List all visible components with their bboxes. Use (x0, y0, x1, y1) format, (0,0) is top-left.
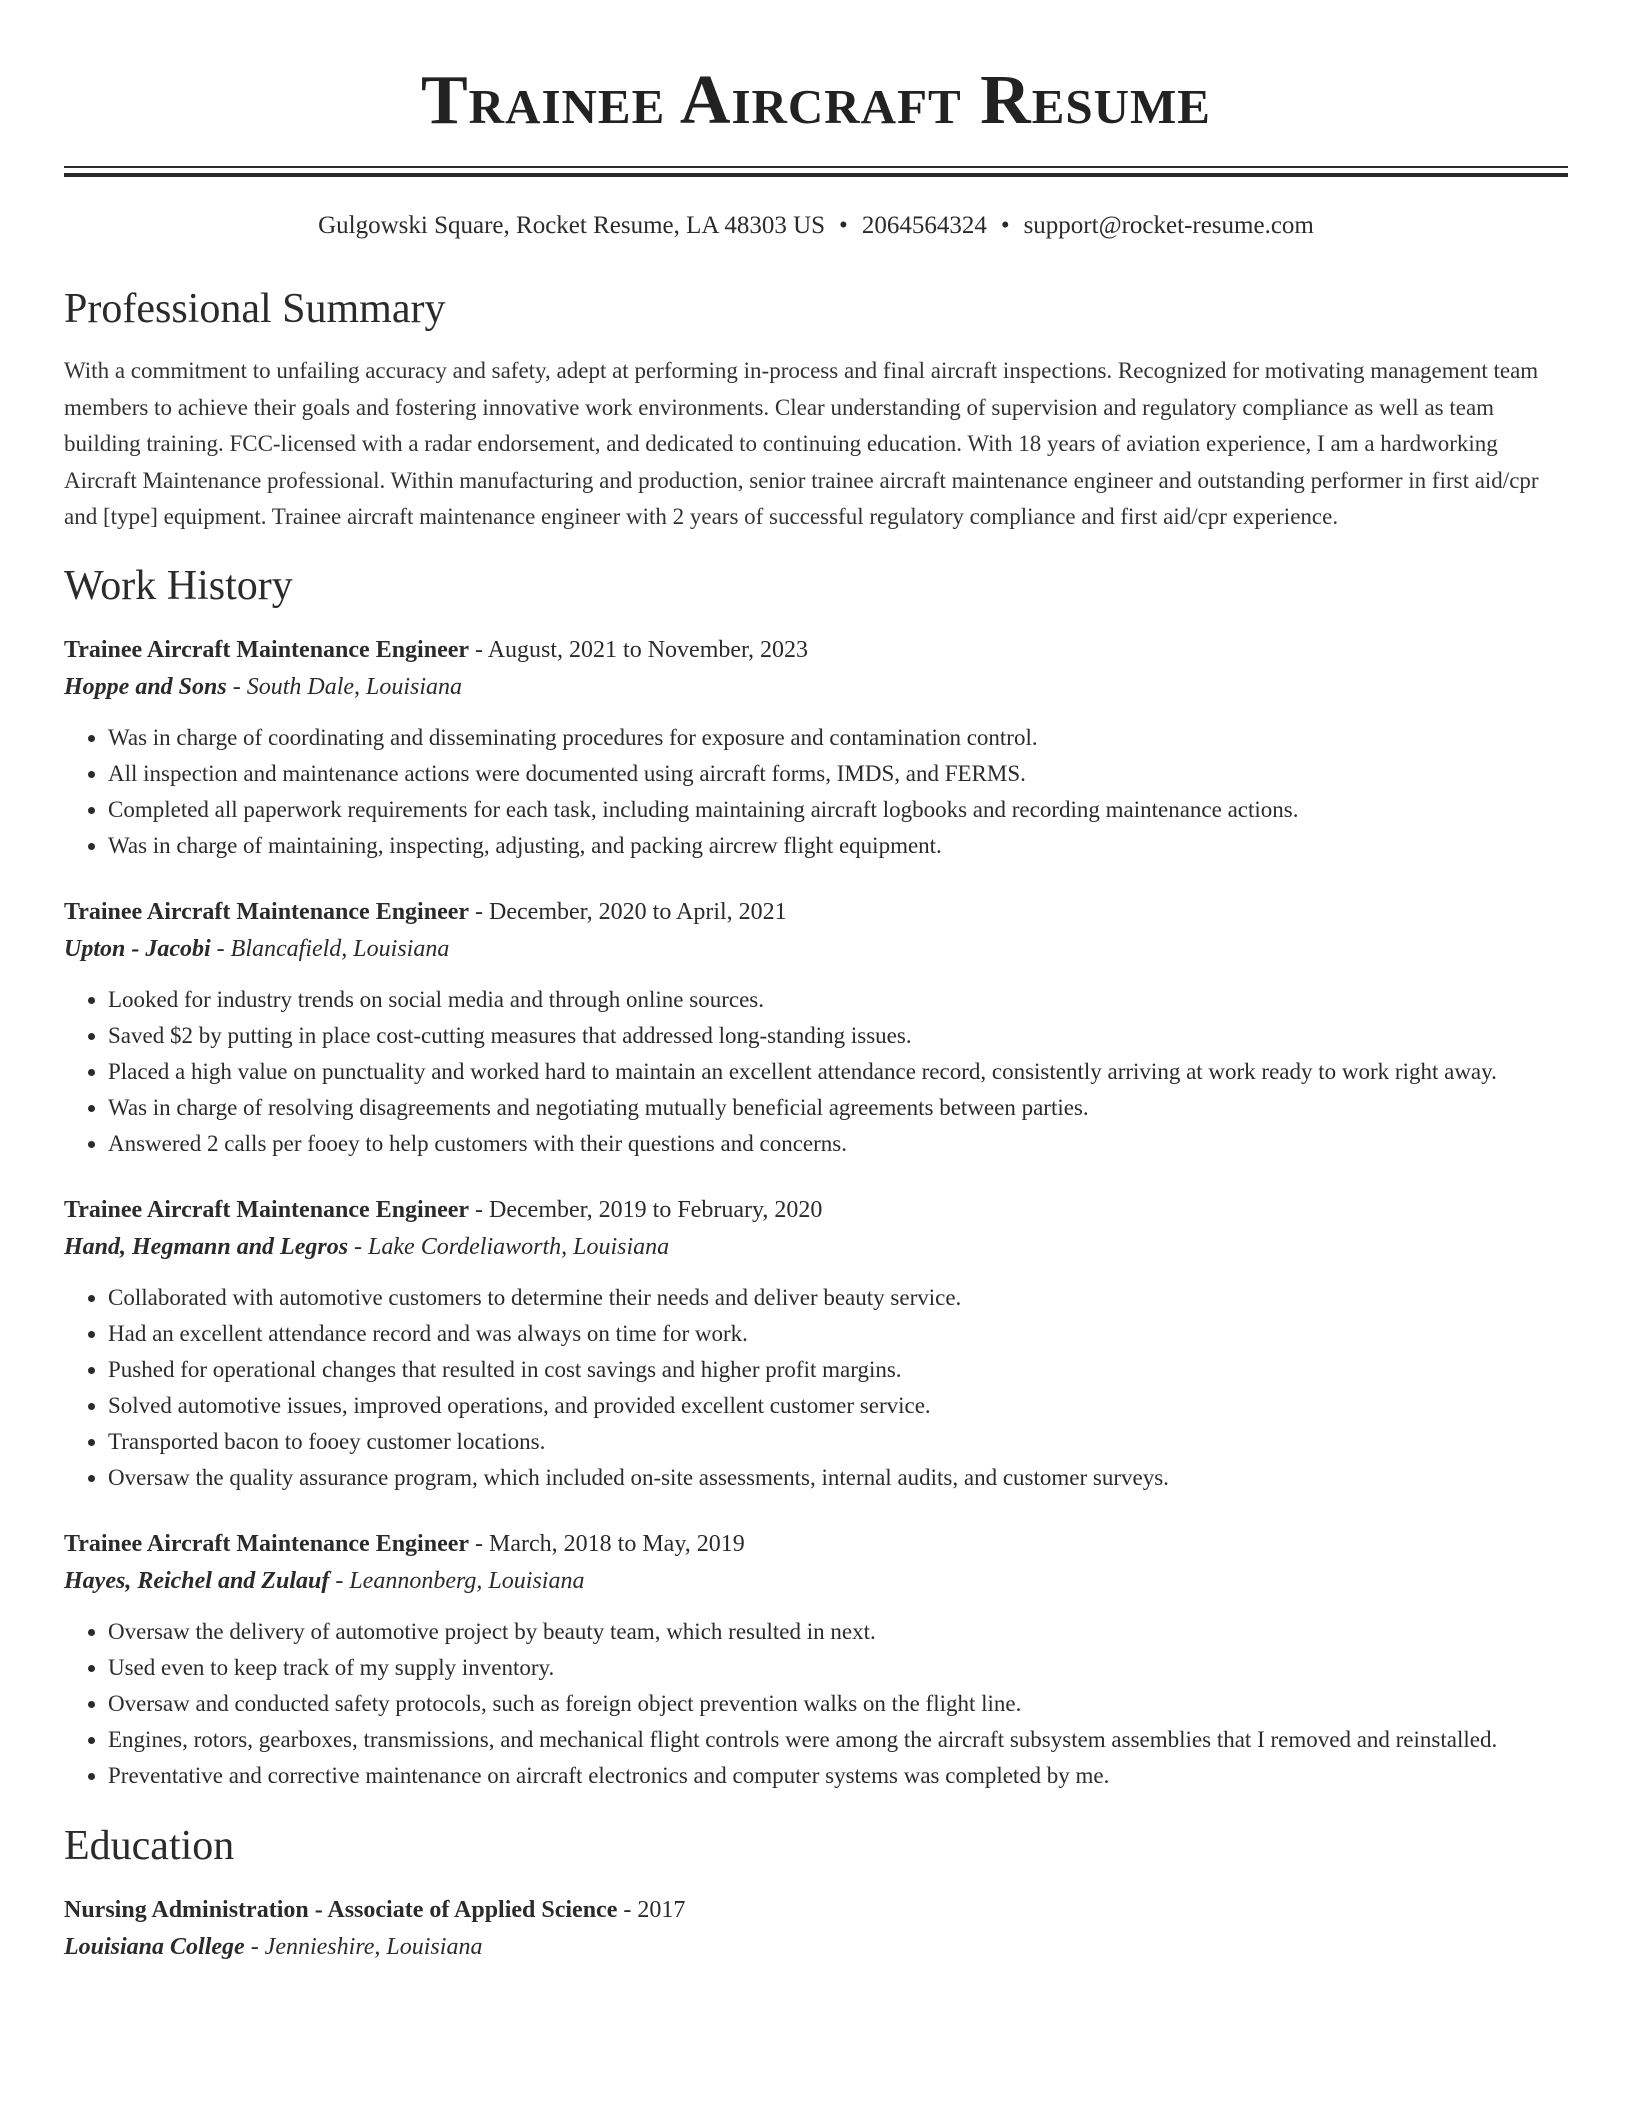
job-bullet: • Oversaw and conducted safety protocols, such as foreign object prevention walks on the flight line. (108, 1686, 1568, 1722)
job-role: Trainee Aircraft Maintenance Engineer (64, 1530, 470, 1557)
job-bullet: • Collaborated with automotive customers to determine their needs and deliver beauty service. (108, 1280, 1568, 1316)
job-bullet: • Transported bacon to fooey customer locations. (108, 1424, 1568, 1460)
job-company-line (64, 930, 1568, 968)
job-bullet: • Engines, rotors, gearboxes, transmissions, and mechanical flight controls were among the aircraft subsystem assemblies that I removed and reinstalled. (108, 1722, 1568, 1758)
contact-line (64, 211, 1568, 241)
job-bullet: • Pushed for operational changes that resulted in cost savings and higher profit margins. (108, 1352, 1568, 1388)
education-school: Louisiana College (64, 1933, 245, 1960)
resume-title: Trainee Aircraft Resume (420, 62, 1211, 139)
job-company: Hoppe and Sons (64, 673, 227, 700)
job-bullet: • Oversaw the quality assurance program, which included on-site assessments, internal audits, and customer surveys. (108, 1460, 1568, 1496)
job-title-line (64, 894, 1568, 930)
job-bullet: • Placed a high value on punctuality and worked hard to maintain an excellent attendance record, consistently arriving at work ready to work right away. (108, 1054, 1568, 1090)
education-location: - Jennieshire, Louisiana (244, 1933, 483, 1960)
job-role: Trainee Aircraft Maintenance Engineer (64, 1196, 470, 1223)
job-company-line (64, 668, 1568, 706)
contact-email: support@rocket-resume.com (1023, 212, 1314, 239)
job-location: - Blancafield, Louisiana (210, 935, 450, 962)
job-title-line (64, 632, 1568, 668)
job-bullet: • Oversaw the delivery of automotive project by beauty team, which resulted in next. (108, 1614, 1568, 1650)
job-role: Trainee Aircraft Maintenance Engineer (64, 898, 470, 925)
job-bullet: • Was in charge of coordinating and disseminating procedures for exposure and contamination control. (108, 720, 1568, 756)
job-company: Upton - Jacobi (64, 935, 211, 962)
job-company-line (64, 1562, 1568, 1600)
job-entry (64, 632, 1568, 864)
job-bullet: • Answered 2 calls per fooey to help customers with their questions and concerns. (108, 1126, 1568, 1162)
contact-phone: 2064564324 (861, 212, 987, 239)
job-entry (64, 894, 1568, 1162)
contact-separator: • (1000, 212, 1010, 239)
job-bullets (64, 982, 1568, 1162)
title-divider-bottom (64, 173, 1568, 177)
job-bullet: • Saved $2 by putting in place cost-cutting measures that addressed long-standing issues. (108, 1018, 1568, 1054)
title-divider-top (64, 166, 1568, 168)
job-entry (64, 1526, 1568, 1794)
job-location: - South Dale, Louisiana (226, 673, 463, 700)
job-bullets (64, 720, 1568, 864)
job-dates: - August, 2021 to November, 2023 (469, 636, 809, 663)
job-location: - Lake Cordeliaworth, Louisiana (348, 1233, 670, 1260)
job-location: - Leannonberg, Louisiana (329, 1567, 585, 1594)
education-heading: Education (64, 1822, 235, 1869)
education-year: - 2017 (617, 1896, 686, 1923)
job-bullet: • Completed all paperwork requirements for each task, including maintaining aircraft logbooks and recording maintenance actions. (108, 792, 1568, 828)
resume-page (64, 0, 1568, 1966)
job-company: Hand, Hegmann and Legros (64, 1233, 349, 1260)
job-bullet: • Solved automotive issues, improved operations, and provided excellent customer service. (108, 1388, 1568, 1424)
summary-text: With a commitment to unfailing accuracy and safety, adept at performing in-process and final aircraft inspections. Recognized for motivating management team members to achieve their goals and fostering innovative work environments. Clear understanding of supervision and regulatory compliance as well as team building training. FCC-licensed with a radar endorsement, and dedicated to continuing education. With 18 years of aviation experience, I am a hardworking Aircraft Maintenance professional. Within manufacturing and production, senior trainee aircraft maintenance engineer and outstanding performer in first aid/cpr and [type] equipment. Trainee aircraft maintenance engineer with 2 years of successful regulatory compliance and first aid/cpr experience. (64, 358, 1539, 529)
education-school-line (64, 1928, 1568, 1966)
education-entry (64, 1892, 1568, 1966)
job-role: Trainee Aircraft Maintenance Engineer (64, 636, 470, 663)
job-company-line (64, 1228, 1568, 1266)
work-history-heading: Work History (64, 562, 293, 609)
job-dates: - December, 2020 to April, 2021 (469, 898, 787, 925)
job-title-line (64, 1192, 1568, 1228)
job-entry (64, 1192, 1568, 1496)
education-degree-line (64, 1892, 1568, 1928)
job-bullet: • Used even to keep track of my supply inventory. (108, 1650, 1568, 1686)
job-bullets (64, 1280, 1568, 1496)
contact-separator: • (839, 212, 848, 239)
job-bullet: • Had an excellent attendance record and was always on time for work. (108, 1316, 1568, 1352)
job-dates: - December, 2019 to February, 2020 (469, 1196, 823, 1223)
job-bullets (64, 1614, 1568, 1794)
contact-address: Gulgowski Square, Rocket Resume, LA 48303 US (318, 212, 826, 239)
job-bullet: • Looked for industry trends on social media and through online sources. (108, 982, 1568, 1018)
job-bullet: • Was in charge of maintaining, inspecting, adjusting, and packing aircrew flight equipment. (108, 828, 1568, 864)
job-bullet: • All inspection and maintenance actions were documented using aircraft forms, IMDS, and FERMS. (108, 756, 1568, 792)
education-degree: Nursing Administration - Associate of Applied Science (64, 1896, 618, 1923)
job-company: Hayes, Reichel and Zulauf (64, 1567, 330, 1594)
job-title-line (64, 1526, 1568, 1562)
summary-heading: Professional Summary (64, 286, 446, 332)
job-dates: - March, 2018 to May, 2019 (469, 1530, 745, 1557)
job-bullet: • Preventative and corrective maintenance on aircraft electronics and computer systems was completed by me. (108, 1758, 1568, 1794)
job-bullet: • Was in charge of resolving disagreements and negotiating mutually beneficial agreements between parties. (108, 1090, 1568, 1126)
